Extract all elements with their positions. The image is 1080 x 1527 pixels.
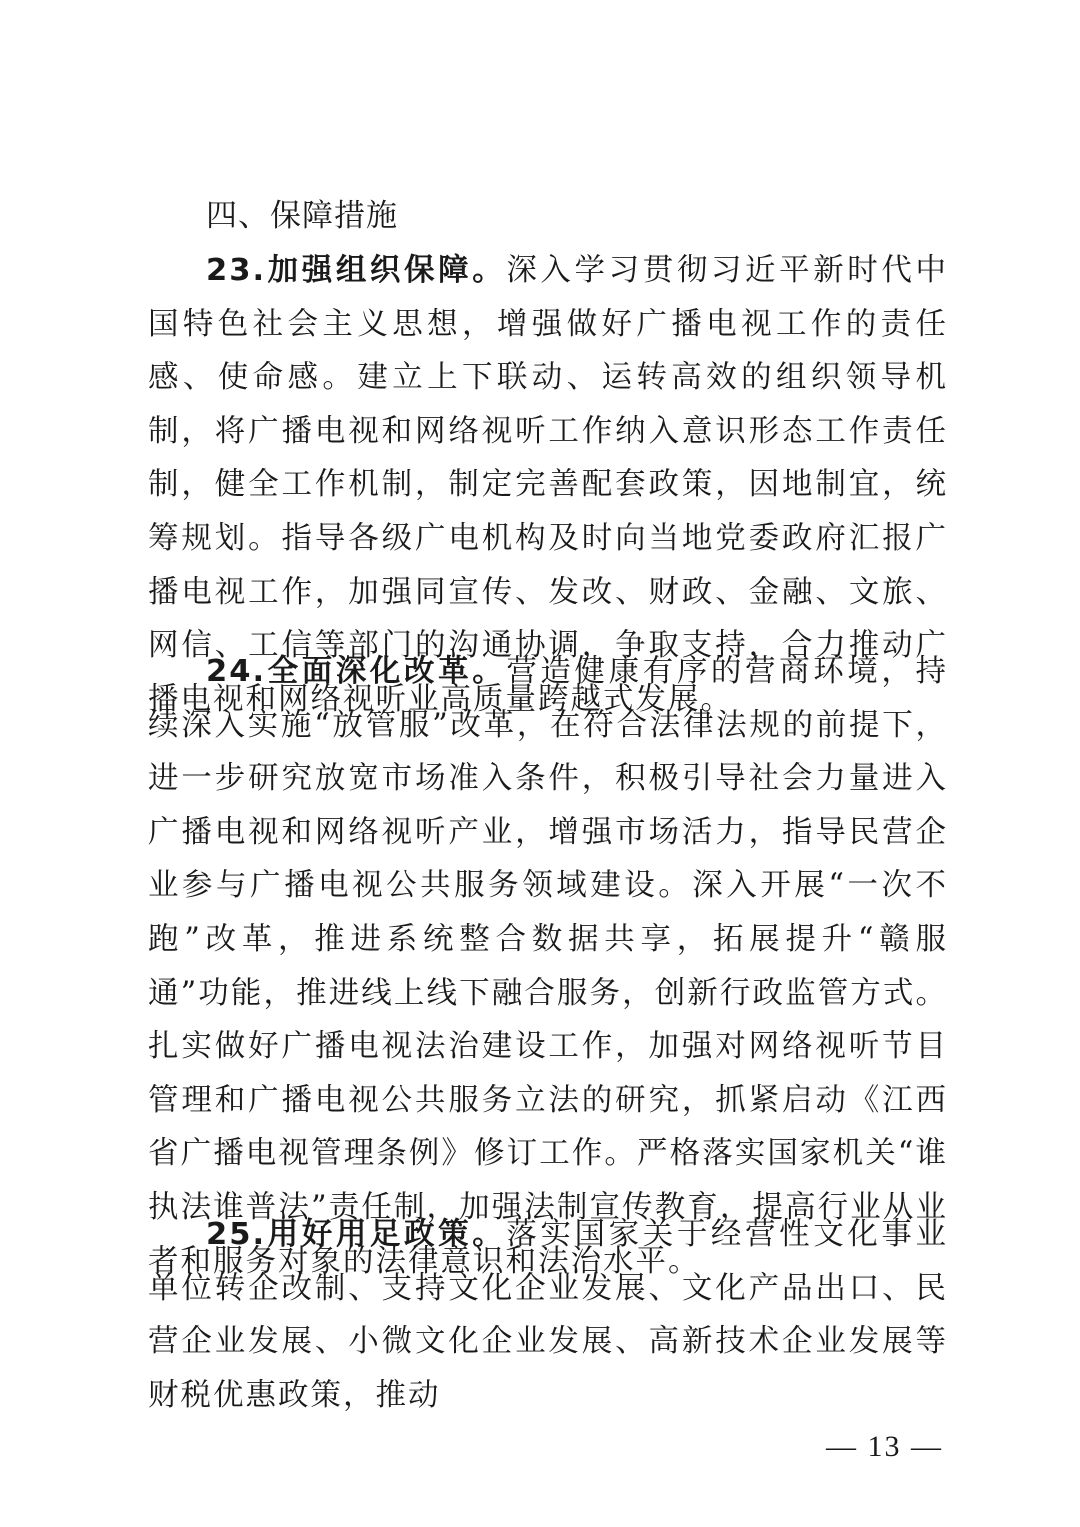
paragraph-24-title: 24.全面深化改革。 (206, 654, 507, 689)
page-number: — 13 — (826, 1430, 943, 1463)
paragraph-24 (148, 645, 948, 1288)
paragraph-23-body: 深入学习贯彻习近平新时代中国特色社会主义思想，增强做好广播电视工作的责任感、使命感。建立上下联动、运转高效的组织领导机制，将广播电视和网络视听工作纳入意识形态工作责任制，健全工作机制，制定完善配套政策，因地制宜，统筹规划。指导各级广电机构及时向当地党委政府汇报广播电视工作，加强同宣传、发改、财政、金融、文旅、网信、工信等部门的沟通协调，争取支持，合力推动广播电视和网络视听业高质量跨越式发展。 (148, 253, 949, 717)
paragraph-24-body: 营造健康有序的营商环境，持续深入实施“放管服”改革，在符合法律法规的前提下，进一步研究放宽市场准入条件，积极引导社会力量进入广播电视和网络视听产业，增强市场活力，指导民营企业参与广播电视公共服务领域建设。深入开展“一次不跑”改革，推进系统整合数据共享，拓展提升“赣服通”功能，推进线上线下融合服务，创新行政监管方式。扎实做好广播电视法治建设工作，加强对网络视听节目管理和广播电视公共服务立法的研究，抓紧启动《江西省广播电视管理条例》修订工作。严格落实国家机关“谁执法谁普法”责任制，加强法制宣传教育，提高行业从业者和服务对象的法律意识和法治水平。 (148, 654, 949, 1279)
paragraph-25 (148, 1208, 948, 1422)
paragraph-25-body: 落实国家关于经营性文化事业单位转企改制、支持文化企业发展、文化产品出口、民营企业发展、小微文化企业发展、高新技术企业发展等财税优惠政策，推动 (148, 1217, 949, 1413)
paragraph-25-title: 25.用好用足政策。 (206, 1217, 507, 1252)
paragraph-23-title: 23.加强组织保障。 (206, 253, 507, 288)
section-heading: 四、保障措施 (206, 198, 398, 234)
